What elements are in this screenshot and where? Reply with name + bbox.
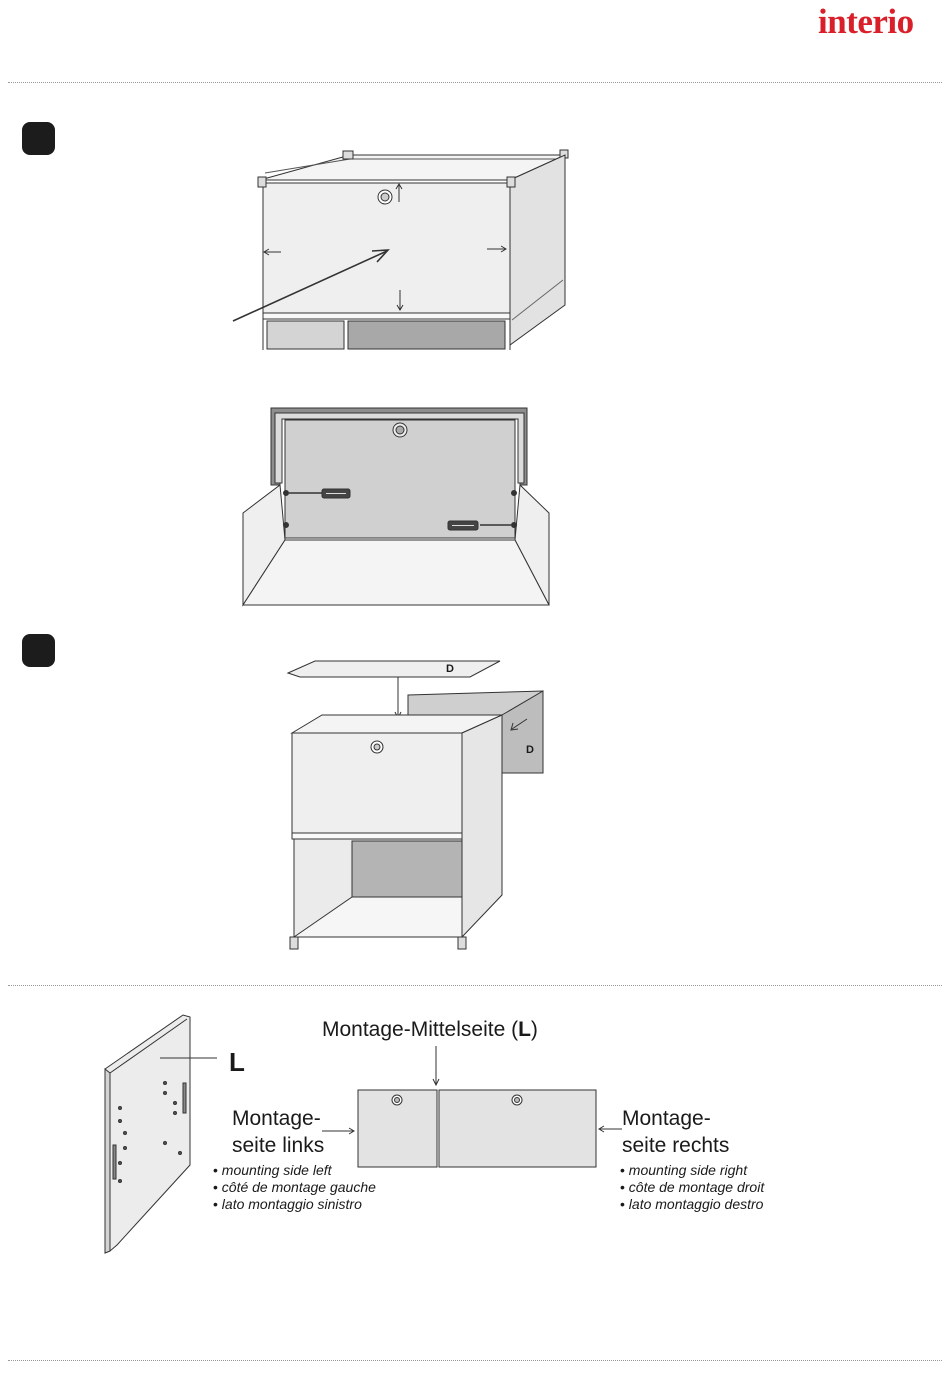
figure-cabinet-panels-d (280, 655, 560, 955)
step-1-marker (22, 122, 55, 155)
mid-divider (8, 985, 942, 986)
center-side-title-letter: L (518, 1018, 531, 1041)
figure-side-panel-l (95, 1013, 225, 1258)
figure-mounting-panels (340, 1040, 620, 1170)
right-side-translations (620, 1162, 764, 1213)
center-side-title (322, 1018, 538, 1042)
left-side-translations (213, 1162, 376, 1213)
left-side-title (232, 1105, 324, 1159)
part-l-label: L (229, 1047, 245, 1077)
right-side-translation-fr: • côte de montage droit (620, 1179, 764, 1196)
figure-interior-screwdrivers (240, 405, 552, 610)
top-panel-label: D (446, 663, 454, 675)
left-side-translation-fr: • côté de montage gauche (213, 1179, 376, 1196)
bottom-divider (8, 1360, 942, 1361)
figure-cabinet-front-panel (225, 145, 585, 355)
center-side-title-suffix: ) (530, 1018, 538, 1041)
left-side-translation-it: • lato montaggio sinistro (213, 1196, 376, 1213)
right-side-title-line2: seite rechts (622, 1134, 730, 1157)
left-side-translation-en: • mounting side left (213, 1162, 376, 1179)
back-panel-label: D (526, 744, 534, 756)
center-side-title-prefix: Montage-Mittelseite ( (322, 1018, 519, 1041)
right-side-translation-it: • lato montaggio destro (620, 1196, 764, 1213)
step-2-marker (22, 634, 55, 667)
brand-logo: interio (818, 2, 914, 41)
right-side-translation-en: • mounting side right (620, 1162, 764, 1179)
left-side-title-line2: seite links (232, 1134, 325, 1157)
left-side-title-line1: Montage- (232, 1107, 321, 1130)
right-side-title-line1: Montage- (622, 1107, 711, 1130)
top-divider (8, 82, 942, 83)
right-side-title (622, 1105, 729, 1159)
